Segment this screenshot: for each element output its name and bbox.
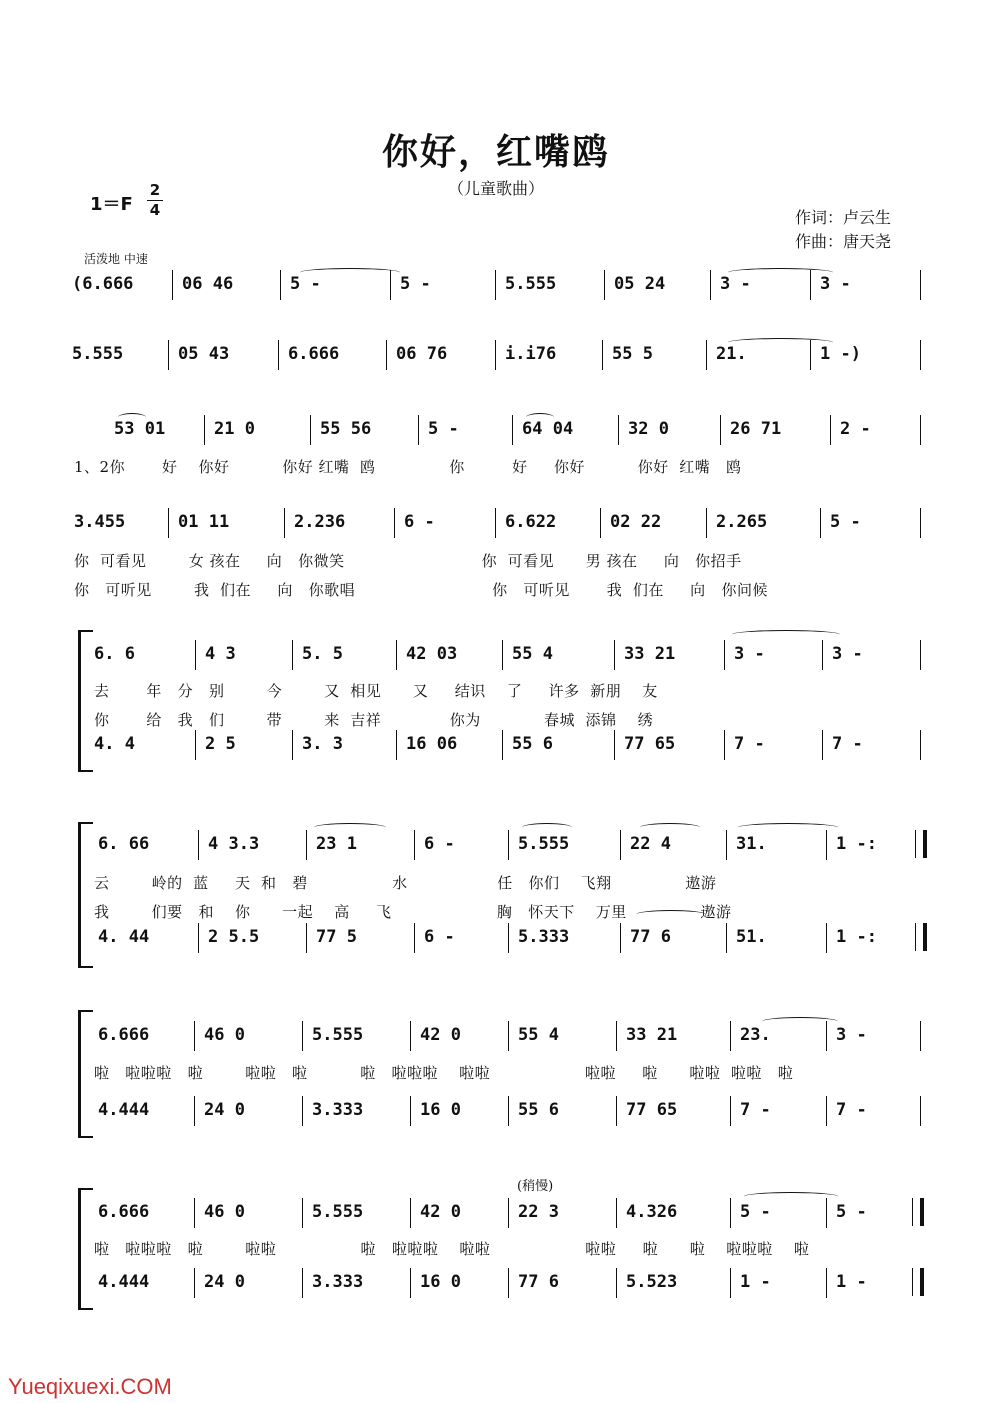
barline [302,1268,303,1298]
measure: 32 0 [628,419,669,439]
measure: 22 3 [518,1202,559,1222]
measure: 4 3 [205,644,236,664]
barline [195,640,196,670]
measure: 5.555 [72,344,124,364]
barline [414,830,415,860]
measure: 21 0 [214,419,255,439]
measure: 5 - [836,1202,867,1222]
measure: 2.236 [294,512,346,532]
barline [204,415,205,445]
measure: 5.555 [312,1202,364,1222]
measure: 16 0 [420,1100,461,1120]
barline [920,270,921,300]
barline [292,730,293,760]
measure: 1 - [740,1272,771,1292]
time-signature-top: 2 [149,181,161,199]
barline [920,508,921,538]
barline [920,1021,921,1051]
measure: 42 03 [406,644,458,664]
measure: 1 -: [836,927,877,947]
barline [618,415,619,445]
lyric-line: 去 年 分 别 今 又 相见 又 结识 了 许多 新朋 友 [94,682,658,700]
barline [616,1198,617,1228]
measure: 42 0 [420,1202,461,1222]
barline [726,830,727,860]
lyric-line: 啦 啦啦啦 啦 啦啦 啦 啦啦啦 啦啦 啦啦 啦 啦 啦啦啦 啦 [94,1240,810,1258]
measure: 16 0 [420,1272,461,1292]
measure: (6.666 [72,274,134,294]
measure: 2 5.5 [208,927,260,947]
barline [730,1268,731,1298]
measure: 26 71 [730,419,782,439]
barline [822,730,823,760]
measure: 77 5 [316,927,357,947]
site-watermark: Yueqixuexi.COM [8,1374,172,1399]
tie-slur [300,268,400,277]
barline [726,923,727,953]
barline [920,1096,921,1126]
measure: 46 0 [204,1025,245,1045]
barline [418,415,419,445]
repeat-barline [915,830,927,858]
measure: 06 76 [396,344,448,364]
measure: 3.455 [74,512,126,532]
measure: 6 - [424,834,455,854]
tie-slur [314,823,386,832]
barline [614,640,615,670]
barline [602,340,603,370]
barline [826,923,827,953]
barline [198,923,199,953]
barline [508,1021,509,1051]
barline [920,415,921,445]
measure: 42 0 [420,1025,461,1045]
barline [920,340,921,370]
measure: 6 - [424,927,455,947]
measure: 3 - [836,1025,867,1045]
measure: 51. [736,927,767,947]
measure: 6.666 [98,1202,150,1222]
barline [302,1021,303,1051]
lyric-line: 你 给 我 们 带 来 吉祥 你为 春城 添锦 绣 [94,711,654,729]
measure: 3.333 [312,1272,364,1292]
measure: 33 21 [626,1025,678,1045]
tie-slur [526,413,554,422]
barline [826,830,827,860]
barline [512,415,513,445]
measure: 21. [716,344,747,364]
measure: 6. 66 [98,834,150,854]
barline [396,730,397,760]
song-title: 你好，红嘴鸥 [381,131,610,173]
measure: 7 - [832,734,863,754]
barline [830,415,831,445]
barline [616,1021,617,1051]
barline [194,1021,195,1051]
song-subtitle: （儿童歌曲） [447,179,544,198]
measure: 05 43 [178,344,230,364]
measure: 06 46 [182,274,234,294]
barline [172,270,173,300]
measure: 31. [736,834,767,854]
barline [414,923,415,953]
barline [730,1096,731,1126]
barline [826,1198,827,1228]
tie-slur [728,338,833,347]
tie-slur [744,1192,838,1201]
measure: 24 0 [204,1272,245,1292]
barline [706,508,707,538]
measure: 23 1 [316,834,357,854]
barline [706,340,707,370]
measure: 02 22 [610,512,662,532]
measure: 05 24 [614,274,666,294]
barline [600,508,601,538]
barline [306,923,307,953]
measure: 5 - [290,274,321,294]
barline [396,640,397,670]
measure: 33 21 [624,644,676,664]
measure: 3 - [734,644,765,664]
measure: 4 3.3 [208,834,260,854]
measure: 53 01 [114,419,166,439]
tie-slur [732,630,840,639]
barline [386,340,387,370]
barline [168,508,169,538]
measure: 1 -: [836,834,877,854]
measure: 2 - [840,419,871,439]
barline [284,508,285,538]
measure: 3 - [720,274,751,294]
system-brace [78,822,93,968]
key-signature: 1＝F [90,194,133,215]
barline [614,730,615,760]
measure: 5.555 [518,834,570,854]
lyric-line: 云 岭的 蓝 天 和 碧 水 任 你们 飞翔 遨游 [94,874,717,892]
barline [920,730,921,760]
measure: 6.666 [288,344,340,364]
final-barline [912,1268,924,1296]
tie-slur [522,823,572,832]
barline [410,1198,411,1228]
measure: 5 - [428,419,459,439]
barline [306,830,307,860]
measure: 5.523 [626,1272,678,1292]
measure: 6 - [404,512,435,532]
measure: 5. 5 [302,644,343,664]
barline [822,640,823,670]
barline [826,1096,827,1126]
measure: 4.444 [98,1100,150,1120]
barline [508,923,509,953]
measure: 7 - [836,1100,867,1120]
measure: 3.333 [312,1100,364,1120]
barline [168,340,169,370]
barline [710,270,711,300]
measure: 5.333 [518,927,570,947]
measure: 77 6 [518,1272,559,1292]
measure: 4. 4 [94,734,135,754]
measure: 16 06 [406,734,458,754]
measure: 01 11 [178,512,230,532]
barline [820,508,821,538]
measure: 55 6 [512,734,553,754]
barline [495,508,496,538]
barline [724,640,725,670]
measure: 6.622 [505,512,557,532]
system-brace [78,630,93,772]
barline [394,508,395,538]
barline [502,730,503,760]
measure: 1 -) [820,344,861,364]
credits [795,206,891,254]
barline [730,1021,731,1051]
ritard-marking: (稍慢) [517,1179,554,1194]
measure: 77 65 [626,1100,678,1120]
measure: 55 4 [512,644,553,664]
system-brace [78,1188,93,1310]
measure: 6.666 [98,1025,150,1045]
measure: 5.555 [505,274,557,294]
barline [616,1096,617,1126]
measure: 5.555 [312,1025,364,1045]
barline [720,415,721,445]
barline [724,730,725,760]
measure: 4. 44 [98,927,150,947]
barline [620,923,621,953]
measure: 55 4 [518,1025,559,1045]
lyricist: 作词：卢云生 [795,208,892,227]
barline [502,640,503,670]
measure: 77 65 [624,734,676,754]
barline [194,1096,195,1126]
tie-slur [118,413,146,422]
barline [410,1021,411,1051]
composer: 作曲：唐天尧 [795,232,892,251]
barline [495,340,496,370]
measure: 7 - [734,734,765,754]
barline [826,1268,827,1298]
measure: 3 - [820,274,851,294]
measure: 1 - [836,1272,867,1292]
lyric-line: 你 可听见 我 们在 向 你歌唱 你 可听见 我 们在 向 你问候 [74,581,768,599]
barline [280,270,281,300]
barline [310,415,311,445]
barline [508,1268,509,1298]
measure: i.i76 [505,344,557,364]
barline [508,1198,509,1228]
lyric-line: 1、2你 好 你好 你好 红嘴 鸥 你 好 你好 你好 红嘴 鸥 [74,458,742,476]
system-brace [78,1010,93,1138]
measure: 6. 6 [94,644,135,664]
measure: 23. [740,1025,771,1045]
final-barline [912,1198,924,1226]
measure: 5 - [400,274,431,294]
barline [616,1268,617,1298]
time-signature-bottom: 4 [149,201,161,219]
barline [194,1198,195,1228]
barline [410,1268,411,1298]
tie-slur [738,823,838,832]
barline [620,830,621,860]
barline [495,270,496,300]
measure: 4.444 [98,1272,150,1292]
tempo-marking: 活泼地 中速 [84,252,148,266]
tie-slur [728,268,833,277]
barline [195,730,196,760]
measure: 4.326 [626,1202,678,1222]
barline [604,270,605,300]
measure: 24 0 [204,1100,245,1120]
measure: 3 - [832,644,863,664]
barline [302,1198,303,1228]
barline [410,1096,411,1126]
barline [730,1198,731,1228]
repeat-barline [915,923,927,951]
measure: 5 - [740,1202,771,1222]
measure: 46 0 [204,1202,245,1222]
barline [302,1096,303,1126]
measure: 22 4 [630,834,671,854]
barline [508,830,509,860]
measure: 7 - [740,1100,771,1120]
measure: 2 5 [205,734,236,754]
lyric-line: 啦 啦啦啦 啦 啦啦 啦 啦 啦啦啦 啦啦 啦啦 啦 啦啦 啦啦 啦 [94,1064,794,1082]
measure: 3. 3 [302,734,343,754]
measure: 64 04 [522,419,574,439]
barline [198,830,199,860]
barline [194,1268,195,1298]
measure: 55 56 [320,419,372,439]
time-signature [147,182,163,219]
barline [920,640,921,670]
tie-slur [762,1017,838,1026]
measure: 55 6 [518,1100,559,1120]
barline [278,340,279,370]
barline [508,1096,509,1126]
lyric-line: 我 们要 和 你 一起 高 飞 胸 怀天下 万里 遨游 [94,903,732,921]
tie-slur [640,823,700,832]
measure: 5 - [830,512,861,532]
lyric-line: 你 可看见 女 孩在 向 你微笑 你 可看见 男 孩在 向 你招手 [74,552,742,570]
measure: 2.265 [716,512,768,532]
barline [292,640,293,670]
measure: 55 5 [612,344,653,364]
measure: 77 6 [630,927,671,947]
